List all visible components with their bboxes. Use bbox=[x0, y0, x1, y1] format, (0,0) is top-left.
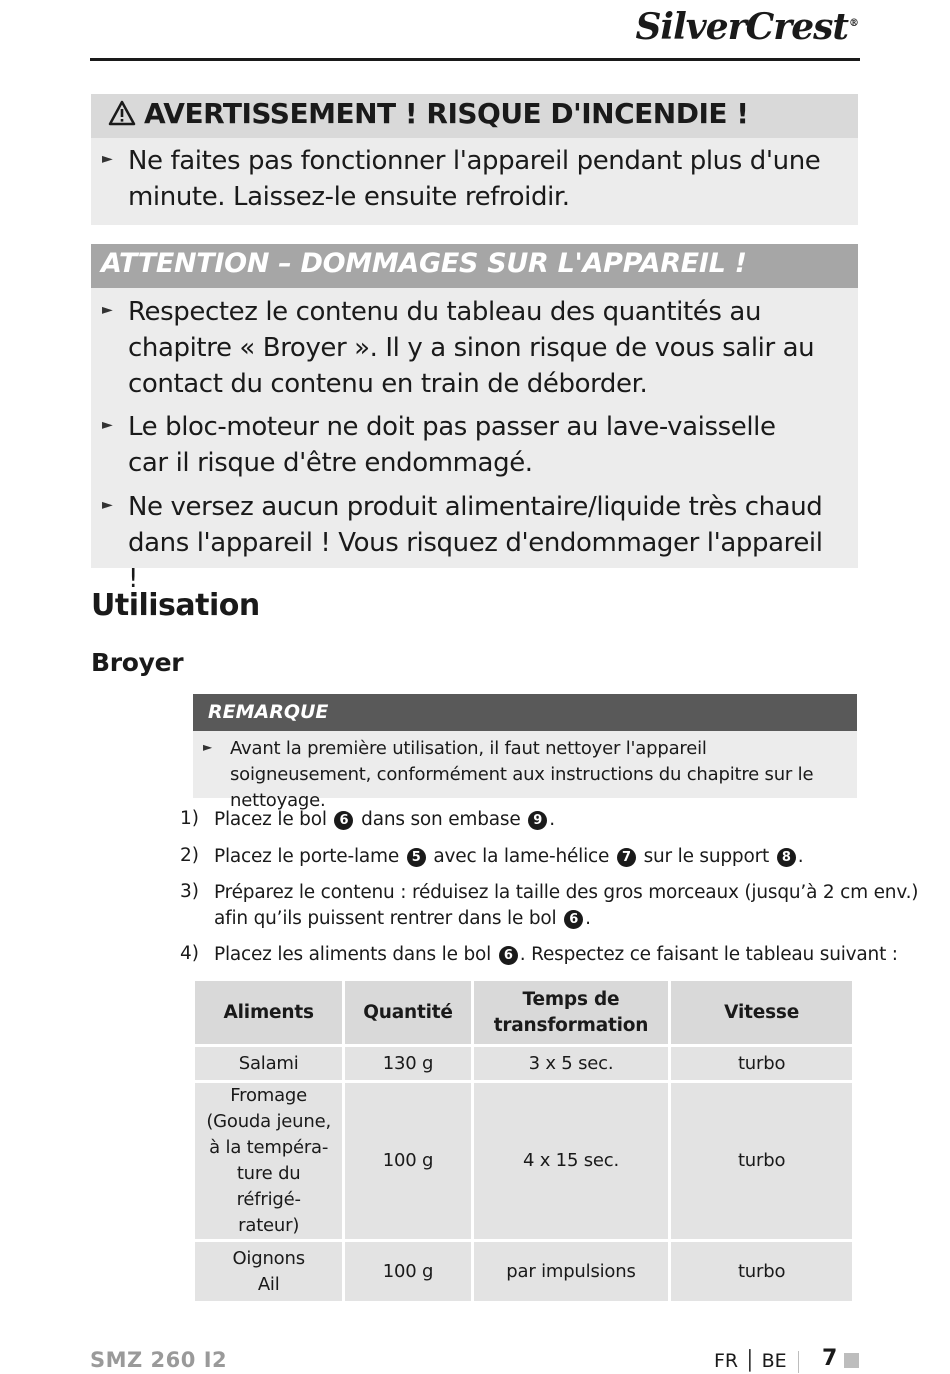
bullet-arrow-icon: ► bbox=[102, 302, 113, 318]
bullet-arrow-icon: ► bbox=[102, 151, 113, 167]
remark-title: REMARQUE bbox=[208, 701, 329, 723]
attention-item: Ne versez aucun produit alimentaire/liquide très chaud dans l'appareil ! Vous risquez d'endommager l'appareil ! bbox=[128, 492, 823, 594]
attention-item: Respectez le contenu du tableau des quantités au chapitre « Broyer ». Il y a sinon risque de vous salir au contact du contenu en train de déborder. bbox=[128, 297, 815, 399]
table-row bbox=[195, 1047, 852, 1080]
part-number-badge: 6 bbox=[334, 811, 353, 830]
table-header-cell: Vitesse bbox=[671, 981, 852, 1044]
table-cell: Fromage (Gouda jeune, à la tempéra- ture du réfrigé- rateur) bbox=[195, 1083, 342, 1239]
footer-divider bbox=[798, 1351, 799, 1373]
step-number: 1) bbox=[180, 808, 199, 829]
table-row bbox=[195, 1242, 852, 1301]
table-cell: 130 g bbox=[345, 1047, 470, 1080]
part-number-badge: 5 bbox=[407, 848, 426, 867]
step-4: Placez les aliments dans le bol 6 . Respectez ce faisant le tableau suivant : bbox=[214, 944, 898, 965]
bullet-arrow-icon: ► bbox=[102, 417, 113, 433]
table-cell: 100 g bbox=[345, 1242, 470, 1301]
table-cell: turbo bbox=[671, 1242, 852, 1301]
table-cell: turbo bbox=[671, 1083, 852, 1239]
section-title: Utilisation bbox=[91, 588, 260, 623]
quantities-table bbox=[192, 978, 855, 1304]
header-rule bbox=[90, 58, 860, 61]
table-cell: 100 g bbox=[345, 1083, 470, 1239]
subsection-title: Broyer bbox=[91, 648, 184, 677]
table-cell: Oignons Ail bbox=[195, 1242, 342, 1301]
part-number-badge: 8 bbox=[777, 848, 796, 867]
table-header-cell: Aliments bbox=[195, 981, 342, 1044]
table-cell: Salami bbox=[195, 1047, 342, 1080]
table-cell: 4 x 15 sec. bbox=[474, 1083, 669, 1239]
part-number-badge: 7 bbox=[617, 848, 636, 867]
warning-title: AVERTISSEMENT ! RISQUE D'INCENDIE ! bbox=[108, 97, 749, 133]
part-number-badge: 9 bbox=[528, 811, 547, 830]
bullet-arrow-icon: ► bbox=[203, 740, 213, 754]
step-1: Placez le bol 6 dans son embase 9 . bbox=[214, 809, 555, 830]
brand-logo: SilverCrest® bbox=[635, 6, 858, 48]
table-cell: par impulsions bbox=[474, 1242, 669, 1301]
table-cell: 3 x 5 sec. bbox=[474, 1047, 669, 1080]
step-2: Placez le porte-lame 5 avec la lame-hélice 7 sur le support 8 . bbox=[214, 846, 804, 867]
model-number: SMZ 260 I2 bbox=[90, 1348, 228, 1372]
language-code: FR │ BE bbox=[714, 1350, 787, 1372]
page-number: 7 bbox=[822, 1346, 838, 1371]
step-number: 4) bbox=[180, 943, 199, 964]
attention-title: ATTENTION – DOMMAGES SUR L'APPAREIL ! bbox=[101, 248, 747, 279]
part-number-badge: 6 bbox=[564, 910, 583, 929]
attention-item: Le bloc-moteur ne doit pas passer au lave-vaisselle car il risque d'être endommagé. bbox=[128, 412, 776, 478]
warning-triangle-icon bbox=[108, 100, 136, 133]
step-number: 2) bbox=[180, 845, 199, 866]
table-row bbox=[195, 1083, 852, 1239]
page-marker-square bbox=[844, 1353, 859, 1368]
warning-item: Ne faites pas fonctionner l'appareil pendant plus d'une minute. Laissez-le ensuite refroidir. bbox=[128, 146, 821, 212]
step-number: 3) bbox=[180, 881, 199, 902]
part-number-badge: 6 bbox=[499, 946, 518, 965]
table-cell: turbo bbox=[671, 1047, 852, 1080]
table-header-cell: Temps de transformation bbox=[474, 981, 669, 1044]
step-3: Préparez le contenu : réduisez la taille des gros morceaux (jusqu’à 2 cm env.) afin qu’ils puissent rentrer dans le bol 6 . bbox=[214, 882, 919, 929]
remark-text: Avant la première utilisation, il faut nettoyer l'appareil soigneusement, conformément aux instructions du chapitre sur le nettoyage. bbox=[230, 738, 814, 811]
table-header-cell: Quantité bbox=[345, 981, 470, 1044]
table-header-row bbox=[195, 981, 852, 1044]
bullet-arrow-icon: ► bbox=[102, 497, 113, 513]
